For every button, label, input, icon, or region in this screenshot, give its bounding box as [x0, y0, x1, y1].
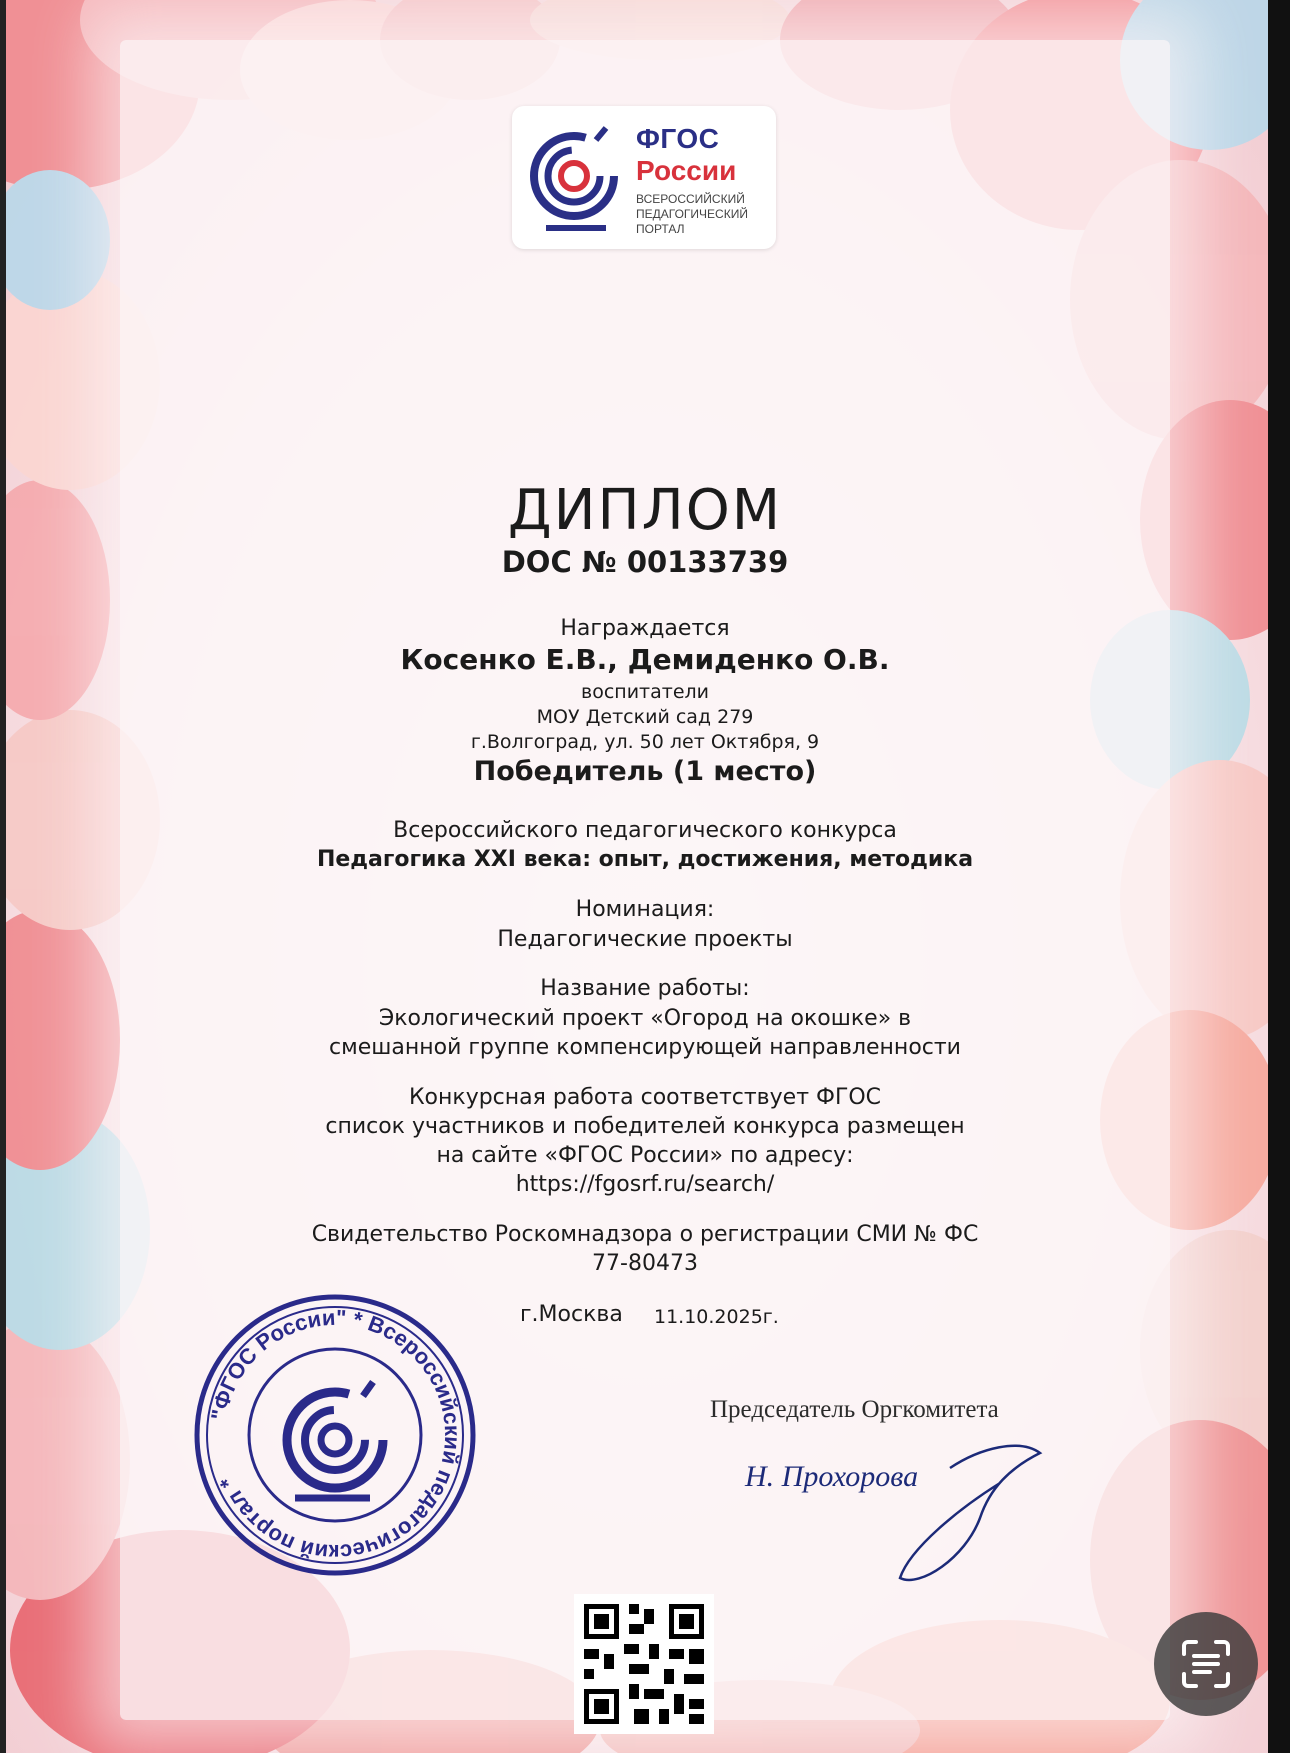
contest-label: Всероссийского педагогического конкурса: [393, 818, 897, 843]
logo-subtitle: ВСЕРОССИЙСКИЙ ПЕДАГОГИЧЕСКИЙ ПОРТАЛ: [636, 192, 748, 236]
registration-line2: 77-80473: [592, 1251, 698, 1276]
text-scan-button[interactable]: [1154, 1612, 1258, 1716]
nomination-value: Педагогические проекты: [497, 927, 793, 952]
right-edge: [1268, 0, 1290, 1753]
awarded-label: Награждается: [560, 616, 730, 641]
svg-text:Н. Прохорова: Н. Прохорова: [745, 1460, 919, 1493]
note-line3: на сайте «ФГОС России» по адресу:: [436, 1143, 854, 1168]
diploma-title: ДИПЛОМ: [507, 478, 783, 543]
fgos-logo-icon: [526, 118, 626, 238]
qr-code-icon: [574, 1594, 714, 1734]
fgos-logo-card: [512, 106, 776, 249]
award-place: Победитель (1 место): [473, 756, 817, 787]
logo-title-russia: России: [636, 155, 737, 186]
contest-name: Педагогика XXI века: опыт, достижения, методика: [316, 847, 974, 872]
results-url: https://fgosrf.ru/search/: [515, 1172, 775, 1197]
work-title-label: Название работы:: [540, 976, 750, 1001]
svg-text:"ФГОС России" * Всероссийский: "ФГОС России" * Всероссийский педагогический портал *: [206, 1304, 466, 1566]
recipient-names: Косенко Е.В., Демиденко О.В.: [400, 643, 890, 676]
text-scan-icon: [1154, 1612, 1258, 1716]
logo-title-fgos: ФГОС: [636, 123, 720, 154]
left-edge: [0, 0, 6, 1753]
nomination-label: Номинация:: [575, 897, 715, 922]
work-title-line2: смешанной группе компенсирующей направленности: [329, 1035, 961, 1060]
note-line2: список участников и победителей конкурса размещен: [325, 1114, 965, 1139]
registration-line1: Свидетельство Роскомнадзора о регистрации СМИ № ФС: [311, 1222, 979, 1247]
document-number: DOC № 00133739: [501, 545, 789, 579]
issue-city: г.Москва: [520, 1302, 623, 1327]
signature-label: Председатель Оргкомитета: [710, 1396, 999, 1423]
round-stamp: [190, 1290, 480, 1580]
issue-date: 11.10.2025г.: [654, 1306, 779, 1328]
work-title-line1: Экологический проект «Огород на окошке» в: [378, 1006, 912, 1031]
recipient-address: г.Волгоград, ул. 50 лет Октября, 9: [470, 731, 820, 753]
recipient-position: воспитатели: [581, 681, 709, 703]
recipient-organization: МОУ Детский сад 279: [536, 706, 754, 728]
handwritten-signature: [740, 1428, 1060, 1598]
note-line1: Конкурсная работа соответствует ФГОС: [408, 1085, 882, 1110]
